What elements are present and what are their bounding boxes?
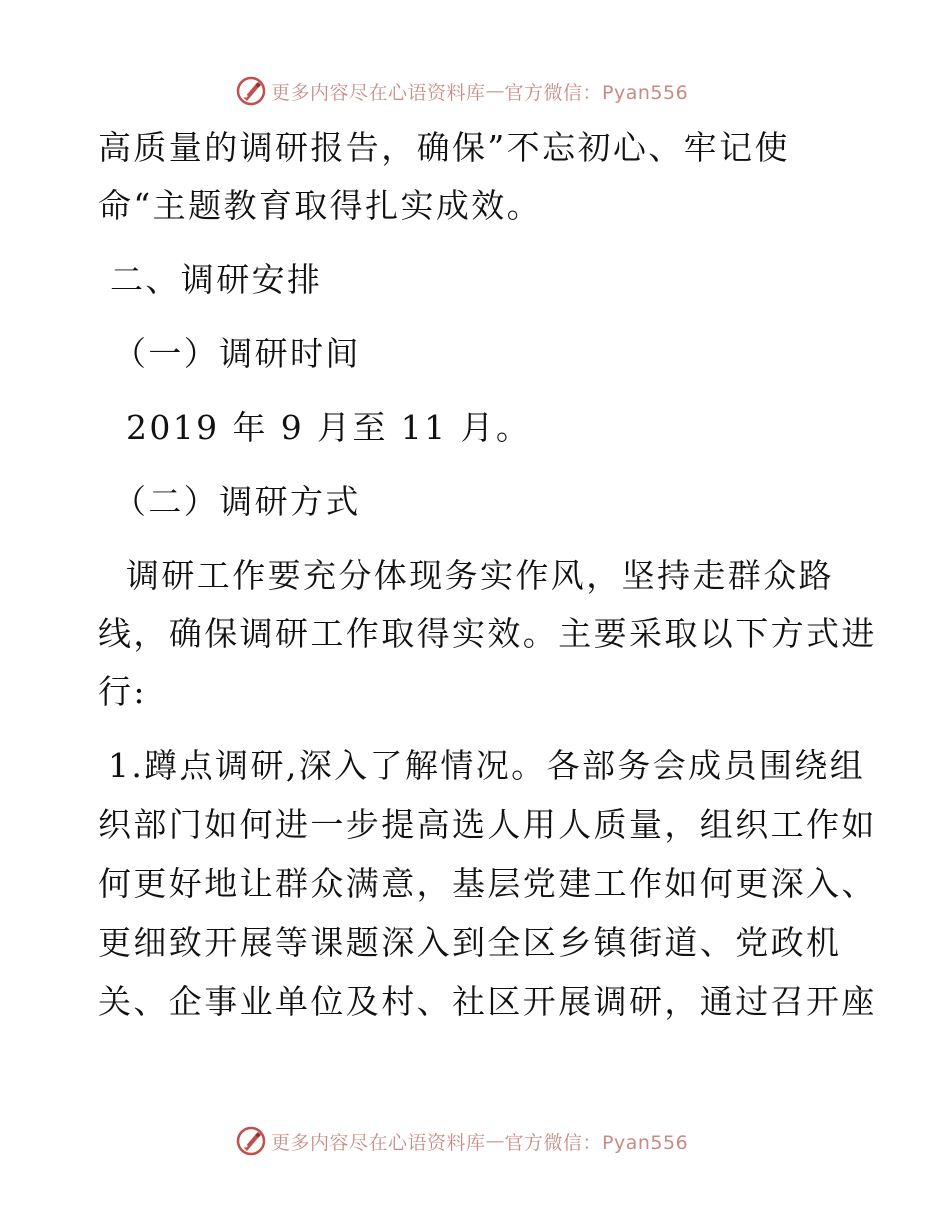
- body-line-8: 线，确保调研工作取得实效。主要采取以下方式进: [98, 614, 877, 653]
- body-line-10: 1.蹲点调研,深入了解情况。各部务会成员围绕组: [108, 746, 866, 785]
- body-line-12: 何更好地让群众满意，基层党建工作如何更深入、: [98, 864, 877, 903]
- body-line-11: 织部门如何进一步提高选人用人质量，组织工作如: [98, 805, 877, 844]
- body-line-2: 命“主题教育取得扎实成效。: [98, 186, 543, 225]
- body-line-14: 关、企事业单位及村、社区开展调研，通过召开座: [98, 982, 877, 1021]
- body-line-9: 行:: [98, 672, 147, 711]
- header-watermark: [235, 74, 688, 108]
- survey-time-text: 2019 年 9 月至 11 月。: [126, 408, 532, 447]
- watermark-site-text: 更多内容尽在心语资料库: [271, 1131, 486, 1154]
- subsection-heading-time: （一）调研时间: [113, 334, 361, 373]
- watermark-contact: 官方微信：Pyan556: [504, 1131, 689, 1154]
- body-line-13: 更细致开展等课题深入到全区乡镇街道、党政机: [98, 923, 842, 962]
- watermark-site-text: 更多内容尽在心语资料库: [271, 81, 486, 104]
- pen-logo-icon: [235, 1125, 267, 1157]
- section-heading: 二、调研安排: [110, 260, 323, 299]
- subsection-heading-method: （二）调研方式: [113, 482, 361, 521]
- watermark-dash: —: [485, 1130, 505, 1152]
- watermark-contact: 官方微信：Pyan556: [504, 81, 689, 104]
- footer-watermark: [235, 1124, 688, 1158]
- watermark-dash: —: [485, 80, 505, 102]
- pen-logo-icon: [235, 75, 267, 107]
- body-line-1: 高质量的调研报告，确保”不忘初心、牢记使: [98, 128, 790, 167]
- body-line-7: 调研工作要充分体现务实作风，坚持走群众路: [126, 556, 834, 595]
